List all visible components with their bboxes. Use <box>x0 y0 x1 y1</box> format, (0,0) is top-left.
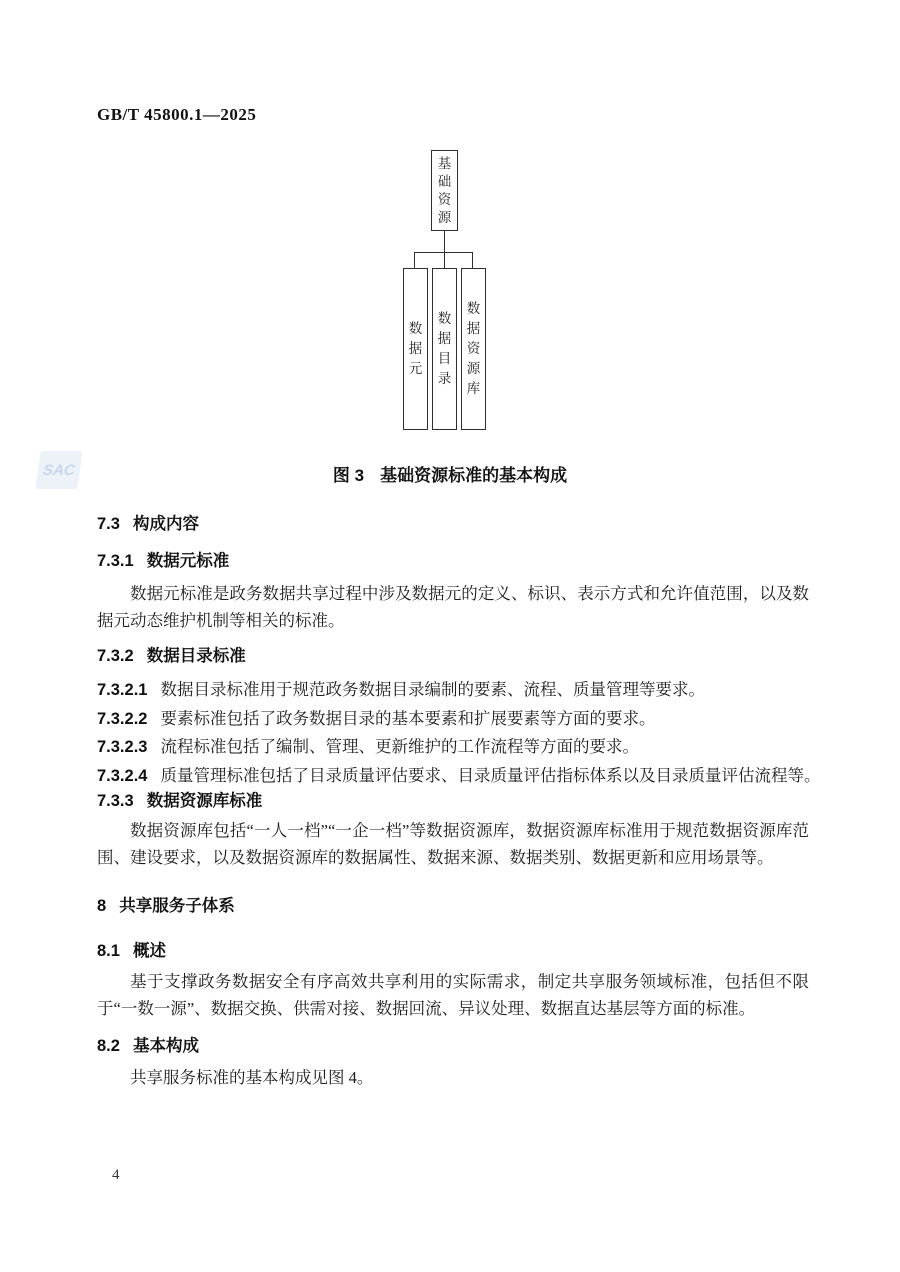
clause-row-7-3-2-4 <box>97 762 877 791</box>
heading-7-3-1 <box>97 547 809 571</box>
heading-title: 数据资源库标准 <box>146 792 263 810</box>
sac-watermark-logo: SAC <box>35 451 82 489</box>
diagram-leaf-box-label: 数据元 <box>408 321 423 376</box>
clause-text: 要素标准包括了政务数据目录的基本要素和扩展要素等方面的要求。 <box>160 708 656 728</box>
clause-row-7-3-2-1 <box>97 676 877 705</box>
connector-drop-right <box>472 252 473 268</box>
clause-number: 7.3.2.1 <box>97 681 148 699</box>
paragraph-7-3-3: 数据资源库包括“一人一档”“一企一档”等数据资源库，数据资源库标准用于规范数据资源库范围、建设要求，以及数据资源库的数据属性、数据来源、数据类别、数据更新和应用场景等。 <box>97 821 809 867</box>
figure-3-caption <box>0 461 900 486</box>
clause-row-7-3-2-3 <box>97 733 877 762</box>
figure-caption-label: 图 3 <box>332 466 365 485</box>
diagram-leaf-box-data-repository <box>461 268 486 430</box>
heading-8 <box>97 892 809 916</box>
heading-8-1 <box>97 937 809 961</box>
clause-number: 7.3.2.2 <box>97 709 148 728</box>
heading-7-3-3 <box>97 787 809 811</box>
heading-number: 8 <box>97 897 107 915</box>
heading-title: 数据元标准 <box>146 552 230 570</box>
clause-number: 7.3.2.4 <box>97 766 148 785</box>
clause-row-7-3-2-2 <box>97 705 877 734</box>
paragraph-8-1: 基于支撑政务数据安全有序高效共享利用的实际需求，制定共享服务领域标准，包括但不限于“一数一源”、数据交换、供需对接、数据回流、异议处理、数据直达基层等方面的标准。 <box>97 972 809 1018</box>
connector-drop-center <box>444 252 445 268</box>
standard-number-header: GB/T 45800.1—2025 <box>97 105 257 124</box>
heading-number: 7.3.3 <box>97 792 134 810</box>
diagram-leaf-box-data-element <box>403 268 428 430</box>
clause-text: 流程标准包括了编制、管理、更新维护的工作流程等方面的要求。 <box>160 737 639 756</box>
heading-8-2 <box>97 1032 809 1056</box>
heading-number: 8.2 <box>97 1037 120 1055</box>
figure-caption-title: 基础资源标准的基本构成 <box>380 466 568 485</box>
clause-number: 7.3.2.3 <box>97 738 148 756</box>
diagram-leaf-box-label: 数据资源库 <box>466 301 481 396</box>
clause-text: 数据目录标准用于规范政务数据目录编制的要素、流程、质量管理等要求。 <box>160 680 705 699</box>
paragraph-8-2: 共享服务标准的基本构成见图 4。 <box>130 1068 374 1087</box>
heading-title: 数据目录标准 <box>146 647 246 665</box>
heading-number: 8.1 <box>97 942 120 960</box>
heading-number: 7.3 <box>97 515 120 533</box>
heading-7-3 <box>97 510 809 534</box>
heading-7-3-2 <box>97 642 809 666</box>
heading-number: 7.3.1 <box>97 552 134 570</box>
heading-title: 共享服务子体系 <box>119 897 235 915</box>
heading-number: 7.3.2 <box>97 647 134 665</box>
paragraph-7-3-1: 数据元标准是政务数据共享过程中涉及数据元的定义、标识、表示方式和允许值范围，以及数据元动态维护机制等相关的标准。 <box>97 584 809 630</box>
connector-stem <box>444 231 445 252</box>
diagram-root-box <box>431 150 458 231</box>
diagram-leaf-box-label: 数据目录 <box>437 311 452 386</box>
clause-list-7-3-2 <box>97 676 877 790</box>
connector-drop-left <box>414 252 415 268</box>
clause-text: 质量管理标准包括了目录质量评估要求、目录质量评估指标体系以及目录质量评估流程等。 <box>160 765 821 785</box>
diagram-leaf-box-data-catalog <box>432 268 457 430</box>
heading-title: 基本构成 <box>132 1037 199 1055</box>
heading-title: 构成内容 <box>132 515 199 533</box>
heading-title: 概述 <box>132 942 166 960</box>
diagram-root-box-label: 基础资源 <box>437 155 452 225</box>
page-number: 4 <box>112 1167 120 1183</box>
